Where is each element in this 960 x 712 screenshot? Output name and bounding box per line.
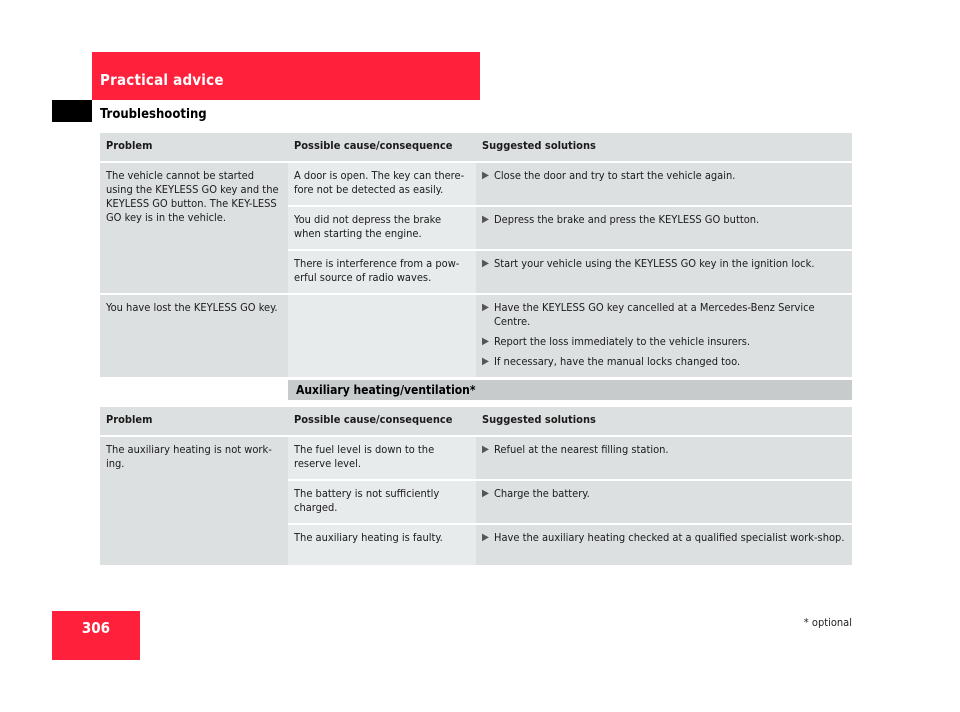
keyless-go-troubleshooting-table <box>100 133 852 377</box>
solution-cell <box>476 205 852 249</box>
solution-cell <box>476 523 852 565</box>
cause-cell: The auxiliary heating is faulty. <box>288 523 476 565</box>
column-header-problem: Problem <box>100 133 288 163</box>
triangle-right-icon: ▶ <box>482 488 489 499</box>
column-header-solutions: Suggested solutions <box>476 407 852 437</box>
solution-item <box>482 301 846 329</box>
solution-text: Depress the brake and press the KEYLESS GO button. <box>494 213 760 226</box>
solution-item <box>482 531 846 545</box>
triangle-right-icon: ▶ <box>482 532 489 543</box>
solution-item <box>482 355 846 369</box>
table-row <box>100 293 852 377</box>
triangle-right-icon: ▶ <box>482 302 489 313</box>
problem-cell: The auxiliary heating is not work-ing. <box>100 437 288 565</box>
cause-cell: The battery is not sufficiently charged. <box>288 479 476 523</box>
solution-cell <box>476 293 852 377</box>
auxiliary-heating-heading: Auxiliary heating/ventilation* <box>288 380 852 400</box>
column-header-problem: Problem <box>100 407 288 437</box>
problem-cell: The vehicle cannot be started using the KEYLESS GO key and the KEYLESS GO button. The KEY-LESS GO key is in the vehicle. <box>100 163 288 293</box>
solution-text: Charge the battery. <box>494 487 590 500</box>
column-header-solutions: Suggested solutions <box>476 133 852 163</box>
solution-text: Have the auxiliary heating checked at a qualified specialist work-shop. <box>494 531 845 544</box>
cause-cell: You did not depress the brake when starting the engine. <box>288 205 476 249</box>
solution-text: If necessary, have the manual locks changed too. <box>494 355 741 368</box>
triangle-right-icon: ▶ <box>482 214 489 225</box>
triangle-right-icon: ▶ <box>482 336 489 347</box>
page-number: 306 <box>52 611 140 660</box>
problem-cell: You have lost the KEYLESS GO key. <box>100 293 288 377</box>
solution-text: Start your vehicle using the KEYLESS GO key in the ignition lock. <box>494 257 815 270</box>
solution-text: Close the door and try to start the vehicle again. <box>494 169 736 182</box>
table-header-row <box>100 133 852 163</box>
cause-cell: The fuel level is down to the reserve level. <box>288 437 476 479</box>
cause-cell: A door is open. The key can there-fore not be detected as easily. <box>288 163 476 205</box>
cause-cell: There is interference from a pow-erful source of radio waves. <box>288 249 476 293</box>
solution-item <box>482 335 846 349</box>
footnote: * optional <box>803 616 852 629</box>
cause-cell <box>288 293 476 377</box>
table-row <box>100 437 852 479</box>
solution-cell <box>476 249 852 293</box>
solution-cell <box>476 163 852 205</box>
column-header-cause: Possible cause/consequence <box>288 407 476 437</box>
section-title: Practical advice <box>100 71 224 89</box>
triangle-right-icon: ▶ <box>482 356 489 367</box>
solution-text: Have the KEYLESS GO key cancelled at a Mercedes-Benz Service Centre. <box>494 301 815 328</box>
solution-text: Refuel at the nearest filling station. <box>494 443 669 456</box>
triangle-right-icon: ▶ <box>482 258 489 269</box>
solution-item <box>482 213 846 227</box>
solution-item <box>482 487 846 501</box>
table-header-row <box>100 407 852 437</box>
triangle-right-icon: ▶ <box>482 170 489 181</box>
solution-item <box>482 257 846 271</box>
triangle-right-icon: ▶ <box>482 444 489 455</box>
column-header-cause: Possible cause/consequence <box>288 133 476 163</box>
solution-text: Report the loss immediately to the vehicle insurers. <box>494 335 751 348</box>
table-row <box>100 163 852 205</box>
auxiliary-heating-troubleshooting-table <box>100 407 852 565</box>
section-marker-tab <box>52 100 92 122</box>
solution-item <box>482 443 846 457</box>
solution-cell <box>476 437 852 479</box>
solution-item <box>482 169 846 183</box>
solution-cell <box>476 479 852 523</box>
page-subtitle: Troubleshooting <box>100 107 207 122</box>
